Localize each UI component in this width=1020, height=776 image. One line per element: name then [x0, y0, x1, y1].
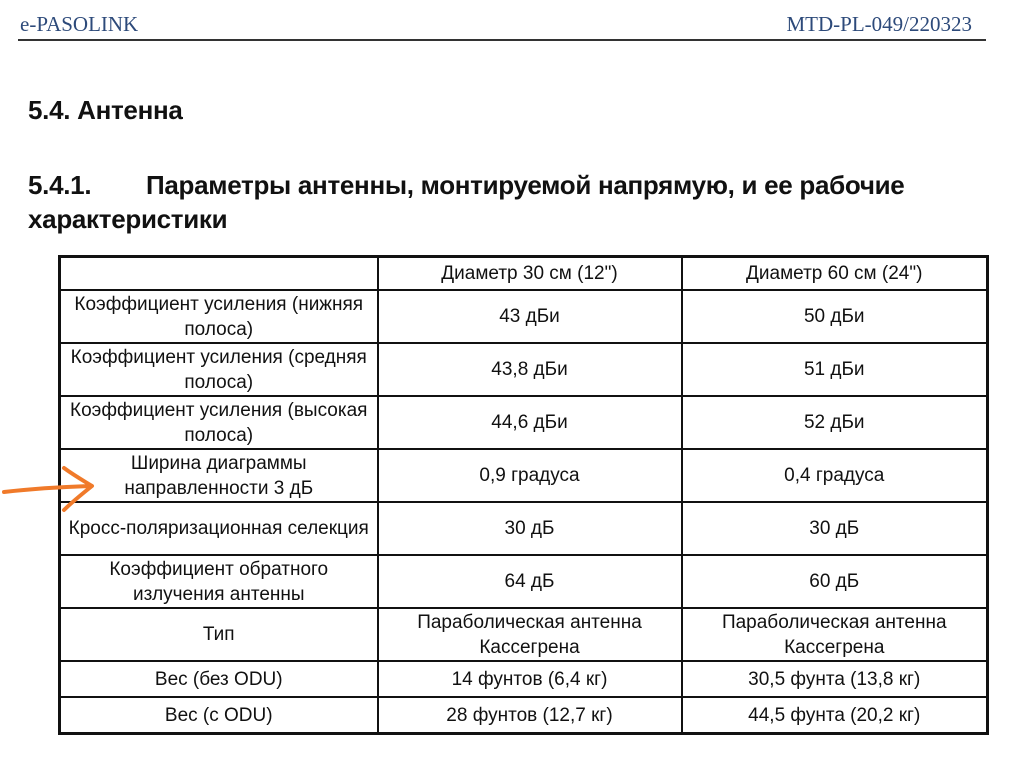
table-row [60, 555, 988, 608]
value-cell-60cm: 52 дБи [682, 396, 988, 449]
param-cell: Тип [60, 608, 378, 661]
header-cell-60cm: Диаметр 60 см (24") [682, 257, 988, 291]
table-row [60, 343, 988, 396]
section-title: 5.4. Антенна [28, 95, 183, 125]
param-cell: Кросс-поляризационная селекция [60, 502, 378, 555]
value-cell-60cm: 44,5 фунта (20,2 кг) [682, 697, 988, 734]
table-header-row [60, 257, 988, 291]
table-row [60, 697, 988, 734]
header-divider [18, 39, 986, 41]
value-cell-30cm: 64 дБ [378, 555, 682, 608]
param-cell: Вес (с ODU) [60, 697, 378, 734]
antenna-specs-table [58, 255, 989, 735]
value-cell-60cm: 60 дБ [682, 555, 988, 608]
value-cell-30cm: 14 фунтов (6,4 кг) [378, 661, 682, 697]
value-cell-30cm: Параболическая антенна Кассегрена [378, 608, 682, 661]
subsection-number: 5.4.1. [28, 170, 92, 200]
table-row [60, 396, 988, 449]
table-row [60, 502, 988, 555]
value-cell-30cm: 0,9 градуса [378, 449, 682, 502]
subsection-heading [28, 168, 1020, 236]
param-cell: Коэффициент усиления (нижняя полоса) [60, 290, 378, 343]
value-cell-60cm: 50 дБи [682, 290, 988, 343]
value-cell-60cm: Параболическая антенна Кассегрена [682, 608, 988, 661]
header-document-name: e-PASOLINK [20, 12, 139, 36]
value-cell-60cm: 51 дБи [682, 343, 988, 396]
header-cell-empty [60, 257, 378, 291]
value-cell-60cm: 30,5 фунта (13,8 кг) [682, 661, 988, 697]
param-cell: Вес (без ODU) [60, 661, 378, 697]
param-cell: Ширина диаграммы направленности 3 дБ [60, 449, 378, 502]
value-cell-30cm: 44,6 дБи [378, 396, 682, 449]
param-cell: Коэффициент усиления (высокая полоса) [60, 396, 378, 449]
header-cell-30cm: Диаметр 30 см (12") [378, 257, 682, 291]
value-cell-30cm: 30 дБ [378, 502, 682, 555]
value-cell-60cm: 30 дБ [682, 502, 988, 555]
param-cell: Коэффициент обратного излучения антенны [60, 555, 378, 608]
table-row [60, 449, 988, 502]
param-cell: Коэффициент усиления (средняя полоса) [60, 343, 378, 396]
header-document-code: MTD-PL-049/220323 [786, 12, 972, 36]
table-row [60, 661, 988, 697]
hand-drawn-arrow-icon [0, 458, 100, 518]
value-cell-30cm: 28 фунтов (12,7 кг) [378, 697, 682, 734]
table-row [60, 290, 988, 343]
table-row [60, 608, 988, 661]
value-cell-30cm: 43 дБи [378, 290, 682, 343]
value-cell-60cm: 0,4 градуса [682, 449, 988, 502]
subsection-title: Параметры антенны, монтируемой напрямую, и ее рабочие характеристики [28, 170, 905, 234]
value-cell-30cm: 43,8 дБи [378, 343, 682, 396]
